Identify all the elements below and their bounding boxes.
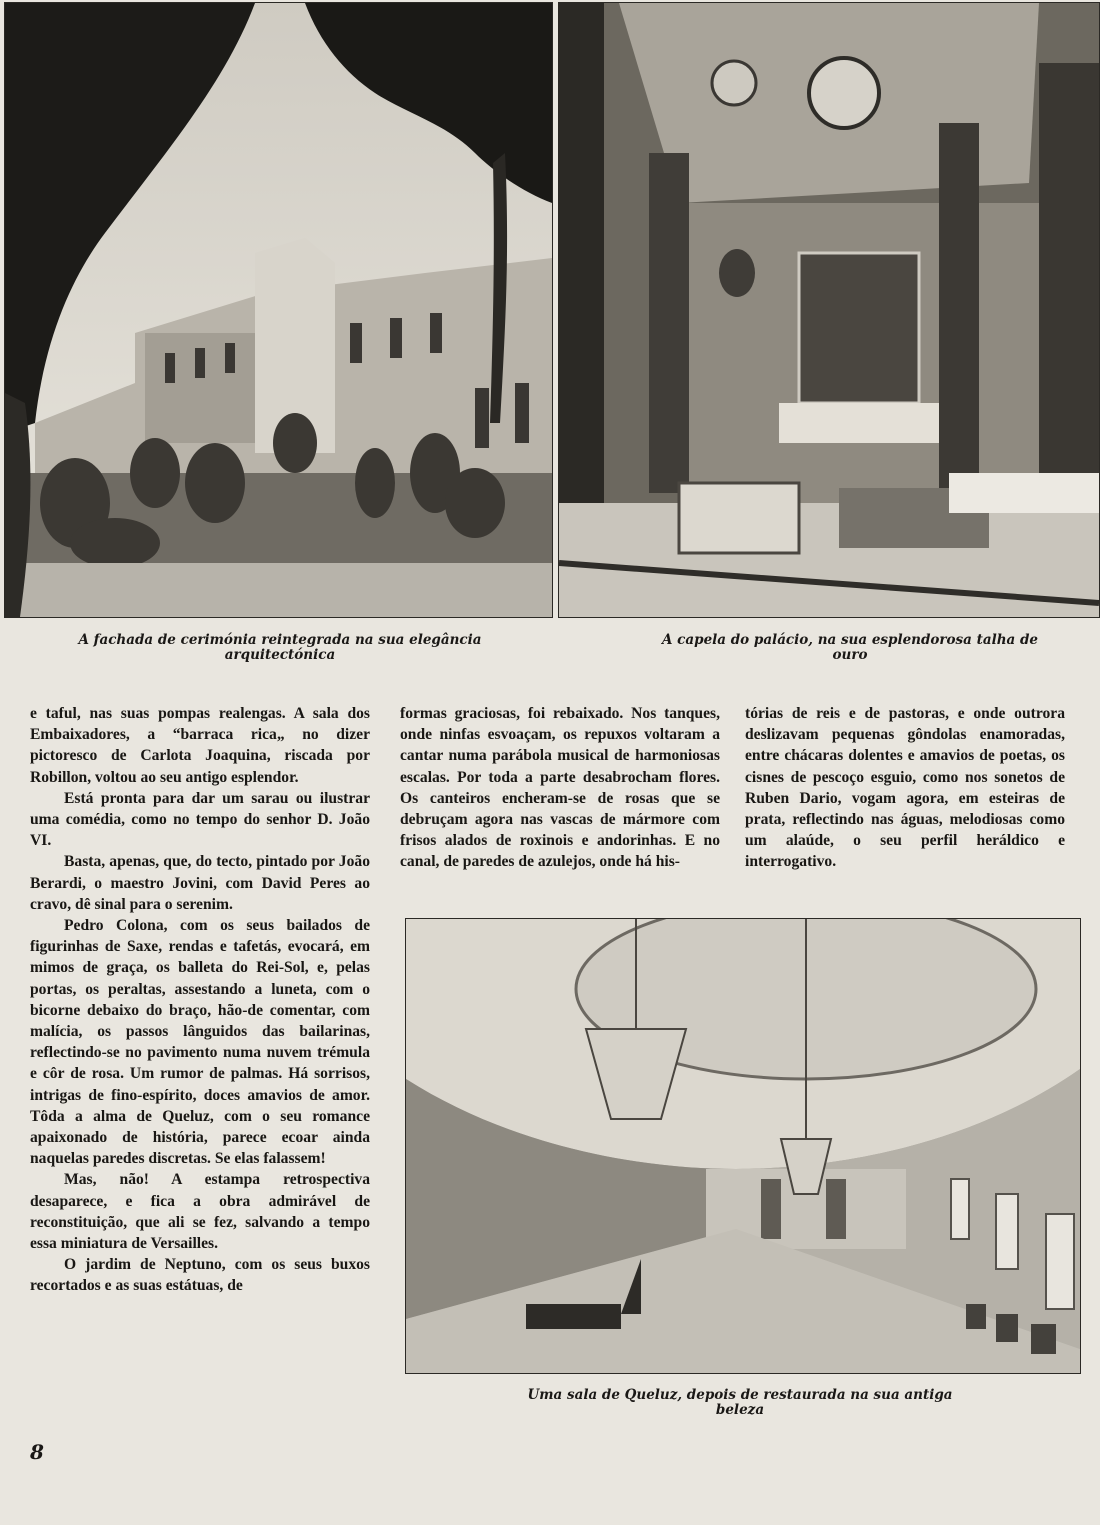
facade-caption: A fachada de cerimónia reintegrada na sua elegância arquitectónica: [78, 632, 482, 663]
hall-caption: Uma sala de Queluz, depois de restaurada na sua antiga beleza: [527, 1387, 953, 1418]
article-column-2: [400, 703, 720, 873]
article-column-1: [30, 703, 370, 1297]
paragraph: Basta, apenas, que, do tecto, pintado por João Berardi, o maestro Jovini, com David Peres ao cravo, dê sinal para o serenim.: [30, 853, 370, 913]
facade-photo: [4, 2, 553, 618]
paragraph: Mas, não! A estampa retrospectiva desaparece, e fica a obra admirável de reconstituição, que ali se fez, salvando a tempo essa miniatura de Versailles.: [30, 1171, 370, 1253]
paragraph: tórias de reis e de pastoras, e onde outrora deslizavam pequenas gôndolas enamoradas, entre chácaras dolentes e amavios de poetas, os cisnes de pescoço esguio, como nos sonetos de Ruben Dario, vogam agora, em esteiras de prata, reflectindo nas águas, melodiosas como um alaúde, o seu perfil heráldico e interrogativo.: [745, 705, 1065, 871]
chapel-photo: [558, 2, 1100, 618]
paragraph: Está pronta para dar um sarau ou ilustrar uma comédia, como no tempo do senhor D. João VI.: [30, 789, 370, 850]
paragraph: Pedro Colona, com os seus bailados de figurinhas de Saxe, rendas e tafetás, evocará, em mimos de graça, os balleta do Rei-Sol, e, pelas portas, os peraltas, assestando a luneta, com o bicorne debaixo do braço, hão-de comentar, com malícia, os passos lânguidos das bailarinas, reflectindo-se no pavimento numa nuvem trémula e côr de rosa. Um rumor de palmas. Há sorrisos, intrigas de fino-espírito, doces amavios de amor. Tôda a alma de Queluz, com o seu romance apaixonado de história, parece ecoar ainda naquelas paredes discretas. Se elas falassem!: [30, 917, 370, 1168]
paragraph: e taful, nas suas pompas realengas. A sala dos Embaixadores, a “barraca rica„ no dizer pictoresco de Carlota Joaquina, riscada por Robillon, voltou ao seu antigo esplendor.: [30, 705, 370, 786]
paragraph: O jardim de Neptuno, com os seus buxos recortados e as suas estátuas, de: [30, 1256, 370, 1295]
article-column-3: [745, 703, 1065, 873]
chapel-caption: A capela do palácio, na sua esplendorosa talha de ouro: [661, 632, 1038, 663]
paragraph: formas graciosas, foi rebaixado. Nos tanques, onde ninfas esvoaçam, os repuxos voltaram a cantar numa parábola musical de harmoniosas escalas. Por toda a parte desabrocham flores. Os canteiros encheram-se de rosas que se debruçam agora nas vascas de mármore com frisos alados de roxinois e andorinhas. E no canal, de paredes de azulejos, onde há his-: [400, 705, 720, 871]
page-number: 8: [30, 1440, 44, 1464]
hall-photo: [405, 918, 1081, 1374]
